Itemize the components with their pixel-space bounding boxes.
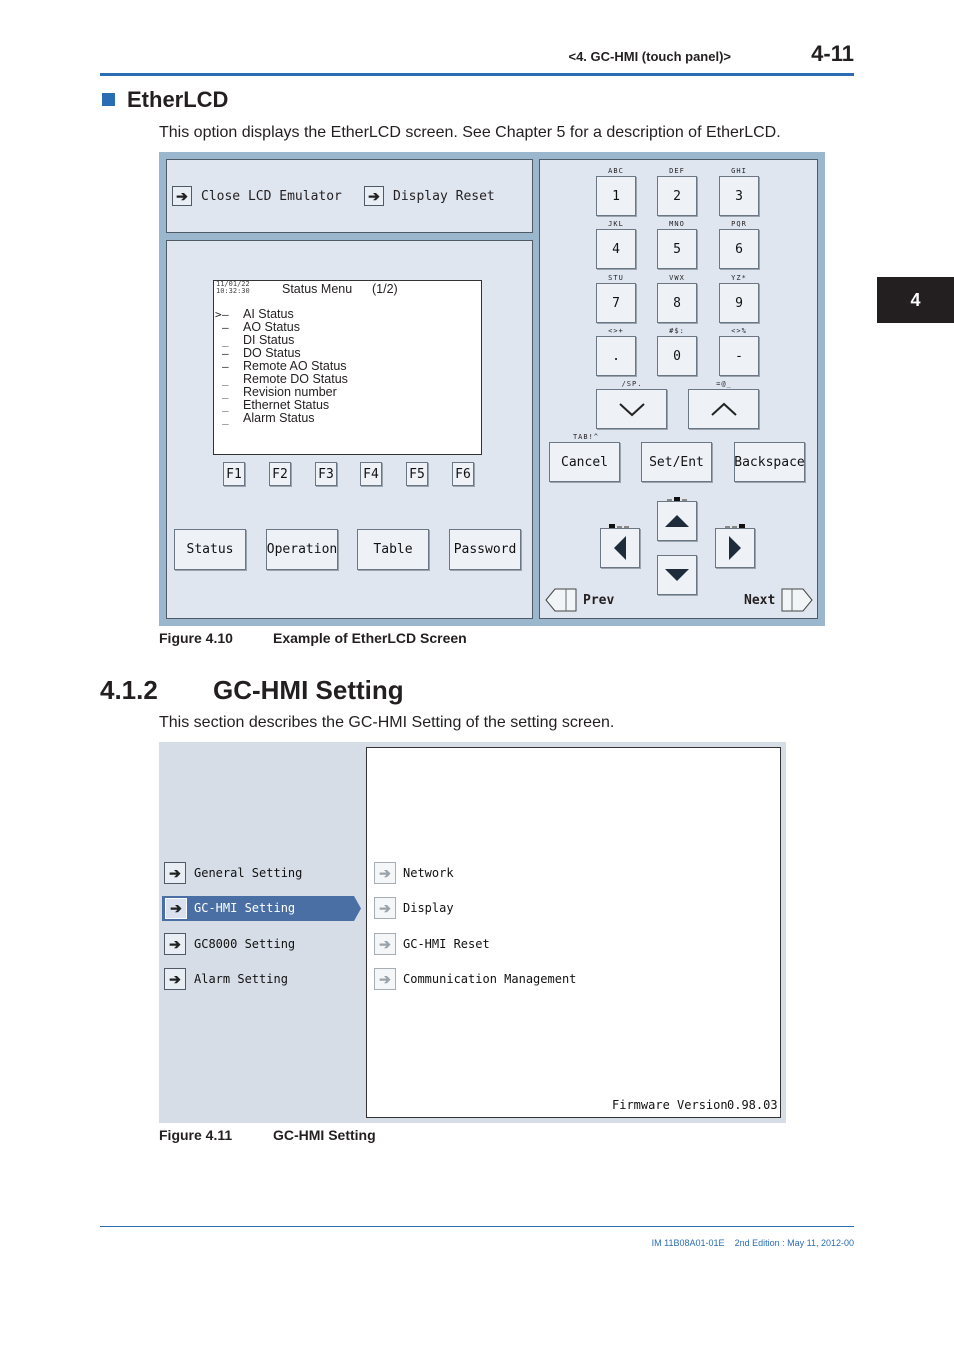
menu-label: GC-HMI Setting — [194, 901, 296, 915]
scroll-up-button[interactable] — [688, 389, 759, 429]
figure-caption-number: Figure 4.10 — [159, 630, 233, 646]
lcd-dash: _ — [222, 412, 229, 425]
close-lcd-label: Close LCD Emulator — [201, 188, 342, 204]
key-label: VWX — [669, 274, 685, 282]
lcd-item: AI Status — [243, 307, 294, 321]
key-0[interactable]: 0 — [657, 336, 697, 376]
header-rule — [100, 73, 854, 76]
arrow-right-icon: ➔ — [364, 186, 384, 206]
key-label: PQR — [731, 220, 747, 228]
lcd-menu-title: Status Menu — [282, 282, 353, 296]
key-6[interactable]: 6 — [719, 229, 759, 269]
backspace-button[interactable]: Backspace — [734, 442, 805, 482]
lcd-item: Remote AO Status — [243, 359, 347, 373]
triangle-right-icon — [727, 534, 743, 562]
menu-general-setting[interactable] — [164, 862, 302, 884]
key-label: JKL — [608, 220, 624, 228]
f4-key[interactable]: F4 — [360, 462, 382, 486]
lcd-dash: – — [222, 308, 229, 321]
section-intro: This section describes the GC-HMI Setting of the setting screen. — [159, 714, 615, 731]
menu-gchmi-setting[interactable] — [162, 896, 361, 921]
key-5[interactable]: 5 — [657, 229, 697, 269]
operation-button[interactable]: Operation — [266, 529, 338, 570]
menu-gc8000-setting[interactable] — [164, 933, 295, 955]
lcd-dash: – — [222, 347, 229, 360]
next-page-icon — [781, 588, 813, 612]
submenu-label: Communication Management — [403, 972, 577, 986]
left-indicator-icon — [609, 519, 631, 527]
submenu-gchmi-reset[interactable] — [374, 933, 490, 955]
set-enter-button[interactable]: Set/Ent — [641, 442, 712, 482]
close-lcd-button[interactable] — [172, 186, 342, 206]
lcd-dash: – — [222, 321, 229, 334]
lcd-screen — [213, 280, 482, 455]
key-9[interactable]: 9 — [719, 283, 759, 323]
section-title: EtherLCD — [127, 87, 229, 112]
lcd-item: AO Status — [243, 320, 300, 334]
prev-page-icon — [545, 588, 577, 612]
key-minus[interactable]: - — [719, 336, 759, 376]
lcd-dash: _ — [222, 373, 229, 386]
status-button[interactable]: Status — [174, 529, 246, 570]
table-button[interactable]: Table — [357, 529, 429, 570]
display-reset-label: Display Reset — [393, 188, 495, 204]
cancel-button[interactable]: Cancel — [549, 442, 620, 482]
lcd-time: 10:32:30 — [216, 287, 250, 295]
key-3[interactable]: 3 — [719, 176, 759, 216]
keypad-panel — [539, 159, 818, 619]
doc-number: IM 11B08A01-01E — [651, 1238, 725, 1248]
key-label: #$: — [669, 327, 685, 335]
key-label: =@_ — [716, 380, 732, 388]
lcd-date: 11/01/22 — [216, 280, 250, 288]
triangle-up-icon — [663, 513, 691, 529]
arrow-down-button[interactable] — [657, 555, 697, 595]
key-8[interactable]: 8 — [657, 283, 697, 323]
menu-label: Alarm Setting — [194, 972, 288, 986]
firmware-version: 0.98.03 — [727, 1098, 778, 1112]
lcd-item: DO Status — [243, 346, 301, 360]
footer-rule — [100, 1226, 854, 1227]
footer — [560, 1238, 854, 1248]
lcd-item: DI Status — [243, 333, 295, 347]
running-header: <4. GC-HMI (touch panel)> — [568, 49, 731, 64]
arrow-right-icon: ➔ — [374, 862, 396, 884]
lcd-item: Revision number — [243, 385, 337, 399]
prev-button[interactable] — [545, 588, 614, 612]
next-button[interactable] — [744, 588, 813, 612]
submenu-network[interactable] — [374, 862, 454, 884]
triangle-down-icon — [663, 567, 691, 583]
arrow-left-button[interactable] — [600, 528, 640, 568]
submenu-label: Network — [403, 866, 454, 880]
key-label: GHI — [731, 167, 747, 175]
f3-key[interactable]: F3 — [315, 462, 337, 486]
f1-key[interactable]: F1 — [223, 462, 245, 486]
lcd-dash: _ — [222, 386, 229, 399]
key-dot[interactable]: . — [596, 336, 636, 376]
key-label: <>+ — [608, 327, 624, 335]
lcd-item: Ethernet Status — [243, 398, 330, 412]
key-label: TAB!^ — [572, 433, 600, 441]
key-label: MNO — [669, 220, 685, 228]
lcd-dash: – — [222, 360, 229, 373]
menu-label: GC8000 Setting — [194, 937, 296, 951]
arrow-right-icon: ➔ — [374, 968, 396, 990]
chevron-down-icon — [617, 399, 647, 419]
password-button[interactable]: Password — [449, 529, 521, 570]
arrow-right-icon: ➔ — [164, 968, 186, 990]
lcd-item: Remote DO Status — [243, 372, 348, 386]
arrow-right-icon: ➔ — [172, 186, 192, 206]
arrow-right-icon: ➔ — [374, 933, 396, 955]
menu-alarm-setting[interactable] — [164, 968, 288, 990]
section-number: 4.1.2 — [100, 675, 158, 705]
figure-caption-text: Example of EtherLCD Screen — [273, 630, 467, 646]
lcd-dash: _ — [222, 334, 229, 347]
lcd-clock — [216, 281, 250, 295]
chapter-tab: 4 — [877, 277, 954, 323]
figure-caption-text: GC-HMI Setting — [273, 1127, 376, 1143]
lcd-page-indicator: (1/2) — [372, 282, 398, 296]
menu-label: General Setting — [194, 866, 303, 880]
section-heading: GC-HMI Setting — [213, 675, 404, 705]
lcd-dash: _ — [222, 399, 229, 412]
submenu-label: Display — [403, 901, 454, 915]
up-indicator-icon — [667, 492, 687, 500]
submenu-label: GC-HMI Reset — [403, 937, 490, 951]
prev-label: Prev — [583, 592, 615, 608]
section-bullet-icon — [102, 93, 115, 106]
key-2[interactable]: 2 — [657, 176, 697, 216]
key-label: DEF — [669, 167, 685, 175]
key-1[interactable]: 1 — [596, 176, 636, 216]
edition: 2nd Edition : May 11, 2012-00 — [734, 1238, 854, 1248]
key-4[interactable]: 4 — [596, 229, 636, 269]
chevron-up-icon — [709, 399, 739, 419]
key-label: ABC — [608, 167, 624, 175]
figure-caption-number: Figure 4.11 — [159, 1127, 233, 1143]
next-label: Next — [744, 592, 776, 608]
lcd-cursor: > — [215, 308, 222, 321]
arrow-right-icon: ➔ — [164, 933, 186, 955]
firmware-label: Firmware Version — [612, 1098, 728, 1112]
triangle-left-icon — [612, 534, 628, 562]
scroll-down-button[interactable] — [596, 389, 667, 429]
submenu-communication-management[interactable] — [374, 968, 576, 990]
page-number: 4-11 — [811, 41, 854, 66]
arrow-right-button[interactable] — [715, 528, 755, 568]
key-label: /SP. — [621, 380, 643, 388]
f6-key[interactable]: F6 — [452, 462, 474, 486]
lcd-control-panel — [166, 159, 533, 233]
submenu-display[interactable] — [374, 897, 454, 919]
arrow-right-icon: ➔ — [374, 897, 396, 919]
lcd-item: Alarm Status — [243, 411, 315, 425]
key-7[interactable]: 7 — [596, 283, 636, 323]
section-intro: This option displays the EtherLCD screen. See Chapter 5 for a description of EtherLCD. — [159, 124, 781, 141]
key-label: <>% — [731, 327, 747, 335]
key-label: STU — [608, 274, 624, 282]
arrow-right-icon: ➔ — [164, 862, 186, 884]
right-indicator-icon — [725, 519, 747, 527]
f2-key[interactable]: F2 — [269, 462, 291, 486]
key-label: YZ* — [731, 274, 747, 282]
f5-key[interactable]: F5 — [406, 462, 428, 486]
arrow-up-button[interactable] — [657, 501, 697, 541]
display-reset-button[interactable] — [364, 186, 495, 206]
arrow-right-icon: ➔ — [165, 898, 187, 919]
